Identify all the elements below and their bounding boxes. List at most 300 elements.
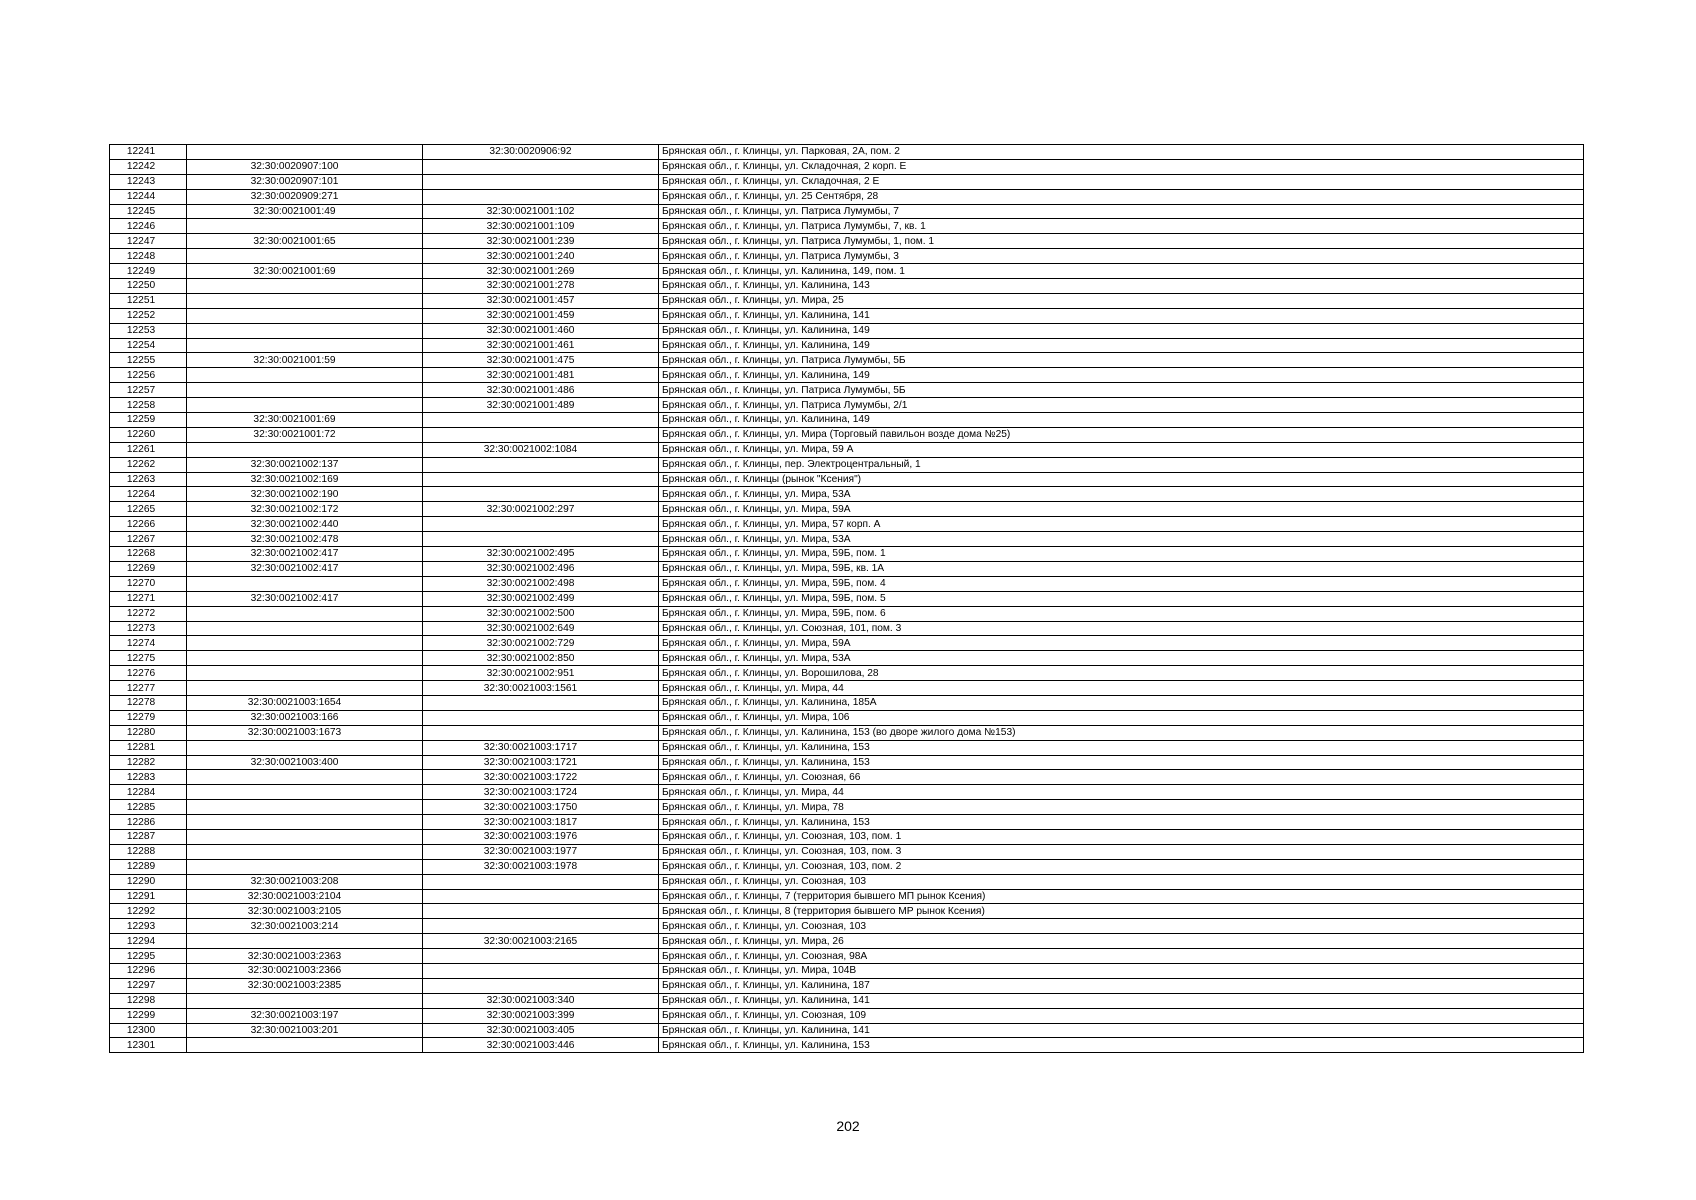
building-cadastral-number-cell: 32:30:0021003:1721 [423, 755, 659, 770]
table-row [110, 681, 1584, 696]
building-cadastral-number-cell: 32:30:0021002:500 [423, 606, 659, 621]
address-cell: Брянская обл., г. Клинцы, ул. Союзная, 66 [659, 770, 1584, 785]
table-row [110, 249, 1584, 264]
cadastral-number-cell: 32:30:0021001:69 [187, 264, 423, 279]
address-cell: Брянская обл., г. Клинцы, ул. 25 Сентября, 28 [659, 189, 1584, 204]
cadastral-number-cell [187, 800, 423, 815]
table-row [110, 547, 1584, 562]
cadastral-number-cell: 32:30:0021001:72 [187, 427, 423, 442]
address-cell: Брянская обл., г. Клинцы, ул. Союзная, 103 [659, 919, 1584, 934]
cadastral-number-cell [187, 383, 423, 398]
table-row [110, 189, 1584, 204]
cadastral-number-cell [187, 636, 423, 651]
row-number-cell: 12268 [110, 547, 187, 562]
address-cell: Брянская обл., г. Клинцы, ул. Калинина, 149 [659, 323, 1584, 338]
row-number-cell: 12249 [110, 264, 187, 279]
address-cell: Брянская обл., г. Клинцы, ул. Калинина, 185А [659, 695, 1584, 710]
table-row [110, 963, 1584, 978]
cadastral-number-cell [187, 368, 423, 383]
address-cell: Брянская обл., г. Клинцы, 8 (территория бывшего МР рынок Ксения) [659, 904, 1584, 919]
cadastral-number-cell: 32:30:0021003:208 [187, 874, 423, 889]
address-cell: Брянская обл., г. Клинцы, ул. Калинина, 149 [659, 338, 1584, 353]
address-cell: Брянская обл., г. Клинцы, ул. Патриса Лумумбы, 7 [659, 204, 1584, 219]
address-cell: Брянская обл., г. Клинцы, ул. Мира, 26 [659, 934, 1584, 949]
building-cadastral-number-cell [423, 725, 659, 740]
table-row [110, 219, 1584, 234]
table-row [110, 651, 1584, 666]
address-cell: Брянская обл., г. Клинцы, ул. Союзная, 109 [659, 1008, 1584, 1023]
address-cell: Брянская обл., г. Клинцы, ул. Мира (Торговый павильон возде дома №25) [659, 427, 1584, 442]
cadastral-number-cell: 32:30:0021003:2385 [187, 978, 423, 993]
cadastral-number-cell [187, 219, 423, 234]
building-cadastral-number-cell [423, 919, 659, 934]
building-cadastral-number-cell: 32:30:0021003:1976 [423, 829, 659, 844]
table-row [110, 636, 1584, 651]
row-number-cell: 12287 [110, 829, 187, 844]
address-cell: Брянская обл., г. Клинцы, ул. Мира, 59Б, пом. 6 [659, 606, 1584, 621]
row-number-cell: 12252 [110, 308, 187, 323]
address-cell: Брянская обл., г. Клинцы, ул. Мира, 53А [659, 532, 1584, 547]
address-cell: Брянская обл., г. Клинцы, ул. Патриса Лумумбы, 7, кв. 1 [659, 219, 1584, 234]
address-cell: Брянская обл., г. Клинцы, ул. Калинина, 141 [659, 308, 1584, 323]
cadastral-number-cell [187, 279, 423, 294]
cadastral-number-cell: 32:30:0020907:100 [187, 159, 423, 174]
building-cadastral-number-cell: 32:30:0021001:278 [423, 279, 659, 294]
address-cell: Брянская обл., г. Клинцы, ул. Союзная, 103, пом. 3 [659, 844, 1584, 859]
building-cadastral-number-cell: 32:30:0021001:457 [423, 293, 659, 308]
cadastral-number-cell [187, 859, 423, 874]
cadastral-number-cell: 32:30:0021002:137 [187, 457, 423, 472]
address-cell: Брянская обл., г. Клинцы, ул. Калинина, 149, пом. 1 [659, 264, 1584, 279]
row-number-cell: 12267 [110, 532, 187, 547]
building-cadastral-number-cell: 32:30:0021002:1084 [423, 442, 659, 457]
table-row [110, 204, 1584, 219]
cadastral-number-cell: 32:30:0021001:69 [187, 413, 423, 428]
row-number-cell: 12260 [110, 427, 187, 442]
cadastral-number-cell: 32:30:0021003:2363 [187, 949, 423, 964]
cadastral-number-cell [187, 621, 423, 636]
table-row [110, 145, 1584, 160]
row-number-cell: 12255 [110, 353, 187, 368]
address-cell: Брянская обл., г. Клинцы, ул. Мира, 59А [659, 636, 1584, 651]
table-row [110, 978, 1584, 993]
row-number-cell: 12263 [110, 472, 187, 487]
row-number-cell: 12258 [110, 398, 187, 413]
building-cadastral-number-cell: 32:30:0021001:489 [423, 398, 659, 413]
table-row [110, 293, 1584, 308]
row-number-cell: 12254 [110, 338, 187, 353]
address-cell: Брянская обл., г. Клинцы, ул. Мира, 59А [659, 502, 1584, 517]
row-number-cell: 12285 [110, 800, 187, 815]
row-number-cell: 12257 [110, 383, 187, 398]
address-cell: Брянская обл., г. Клинцы, ул. Мира, 53А [659, 487, 1584, 502]
table-row [110, 264, 1584, 279]
cadastral-number-cell: 32:30:0021003:1654 [187, 695, 423, 710]
table-row [110, 502, 1584, 517]
table-row [110, 442, 1584, 457]
table-body [110, 145, 1584, 1053]
address-cell: Брянская обл., г. Клинцы, ул. Патриса Лумумбы, 2/1 [659, 398, 1584, 413]
building-cadastral-number-cell: 32:30:0021003:1724 [423, 785, 659, 800]
row-number-cell: 12296 [110, 963, 187, 978]
building-cadastral-number-cell: 32:30:0021002:499 [423, 591, 659, 606]
row-number-cell: 12265 [110, 502, 187, 517]
row-number-cell: 12282 [110, 755, 187, 770]
table-row [110, 279, 1584, 294]
row-number-cell: 12275 [110, 651, 187, 666]
building-cadastral-number-cell [423, 189, 659, 204]
cadastral-number-cell: 32:30:0021003:2104 [187, 889, 423, 904]
row-number-cell: 12259 [110, 413, 187, 428]
row-number-cell: 12262 [110, 457, 187, 472]
row-number-cell: 12272 [110, 606, 187, 621]
building-cadastral-number-cell: 32:30:0021002:649 [423, 621, 659, 636]
table-row [110, 800, 1584, 815]
building-cadastral-number-cell: 32:30:0021003:399 [423, 1008, 659, 1023]
building-cadastral-number-cell: 32:30:0021002:850 [423, 651, 659, 666]
cadastral-number-cell: 32:30:0021002:417 [187, 547, 423, 562]
building-cadastral-number-cell: 32:30:0020906:92 [423, 145, 659, 160]
table-row [110, 323, 1584, 338]
cadastral-number-cell [187, 606, 423, 621]
table-row [110, 1038, 1584, 1053]
table-row [110, 993, 1584, 1008]
building-cadastral-number-cell [423, 457, 659, 472]
cadastral-number-cell [187, 576, 423, 591]
table-row [110, 561, 1584, 576]
cadastral-number-cell [187, 934, 423, 949]
building-cadastral-number-cell: 32:30:0021003:340 [423, 993, 659, 1008]
row-number-cell: 12300 [110, 1023, 187, 1038]
row-number-cell: 12294 [110, 934, 187, 949]
cadastral-number-cell [187, 785, 423, 800]
table-row [110, 576, 1584, 591]
cadastral-number-cell: 32:30:0021002:478 [187, 532, 423, 547]
row-number-cell: 12271 [110, 591, 187, 606]
row-number-cell: 12297 [110, 978, 187, 993]
table-row [110, 517, 1584, 532]
table-row [110, 785, 1584, 800]
cadastral-number-cell: 32:30:0021003:166 [187, 710, 423, 725]
address-cell: Брянская обл., г. Клинцы, ул. Калинина, 149 [659, 368, 1584, 383]
address-cell: Брянская обл., г. Клинцы, ул. Калинина, 187 [659, 978, 1584, 993]
row-number-cell: 12293 [110, 919, 187, 934]
building-cadastral-number-cell [423, 487, 659, 502]
cadastral-number-cell [187, 770, 423, 785]
table-row [110, 829, 1584, 844]
table-row [110, 755, 1584, 770]
building-cadastral-number-cell [423, 413, 659, 428]
building-cadastral-number-cell [423, 532, 659, 547]
address-cell: Брянская обл., г. Клинцы (рынок "Ксения") [659, 472, 1584, 487]
row-number-cell: 12244 [110, 189, 187, 204]
address-cell: Брянская обл., г. Клинцы, ул. Ворошилова, 28 [659, 666, 1584, 681]
cadastral-number-cell [187, 666, 423, 681]
table-row [110, 413, 1584, 428]
row-number-cell: 12278 [110, 695, 187, 710]
building-cadastral-number-cell [423, 159, 659, 174]
building-cadastral-number-cell: 32:30:0021002:495 [423, 547, 659, 562]
cadastral-number-cell [187, 993, 423, 1008]
table-row [110, 368, 1584, 383]
row-number-cell: 12295 [110, 949, 187, 964]
row-number-cell: 12264 [110, 487, 187, 502]
cadastral-number-cell: 32:30:0021002:417 [187, 591, 423, 606]
address-cell: Брянская обл., г. Клинцы, ул. Складочная, 2 корп. Е [659, 159, 1584, 174]
address-cell: Брянская обл., г. Клинцы, ул. Мира, 59Б, пом. 5 [659, 591, 1584, 606]
address-cell: Брянская обл., г. Клинцы, ул. Союзная, 98А [659, 949, 1584, 964]
table-row [110, 338, 1584, 353]
cadastral-number-cell [187, 308, 423, 323]
building-cadastral-number-cell: 32:30:0021003:446 [423, 1038, 659, 1053]
table-row [110, 591, 1584, 606]
cadastral-number-cell: 32:30:0021003:1673 [187, 725, 423, 740]
table-row [110, 949, 1584, 964]
row-number-cell: 12301 [110, 1038, 187, 1053]
table-row [110, 383, 1584, 398]
cadastral-number-cell [187, 398, 423, 413]
table-row [110, 472, 1584, 487]
address-cell: Брянская обл., г. Клинцы, ул. Мира, 53А [659, 651, 1584, 666]
row-number-cell: 12279 [110, 710, 187, 725]
address-cell: Брянская обл., г. Клинцы, ул. Калинина, 143 [659, 279, 1584, 294]
address-cell: Брянская обл., г. Клинцы, ул. Патриса Лумумбы, 3 [659, 249, 1584, 264]
building-cadastral-number-cell [423, 978, 659, 993]
table-row [110, 859, 1584, 874]
cadastral-number-cell [187, 829, 423, 844]
row-number-cell: 12269 [110, 561, 187, 576]
building-cadastral-number-cell: 32:30:0021003:1717 [423, 740, 659, 755]
cadastral-number-cell: 32:30:0021003:2366 [187, 963, 423, 978]
address-cell: Брянская обл., г. Клинцы, ул. Мира, 59 А [659, 442, 1584, 457]
address-cell: Брянская обл., г. Клинцы, ул. Парковая, 2А, пом. 2 [659, 145, 1584, 160]
cadastral-number-cell [187, 740, 423, 755]
page-number: 202 [836, 1118, 860, 1134]
address-cell: Брянская обл., г. Клинцы, пер. Электроцентральный, 1 [659, 457, 1584, 472]
address-cell: Брянская обл., г. Клинцы, ул. Калинина, 153 (во дворе жилого дома №153) [659, 725, 1584, 740]
row-number-cell: 12247 [110, 234, 187, 249]
table-row [110, 904, 1584, 919]
address-cell: Брянская обл., г. Клинцы, ул. Союзная, 103, пом. 2 [659, 859, 1584, 874]
row-number-cell: 12253 [110, 323, 187, 338]
address-cell: Брянская обл., г. Клинцы, ул. Мира, 44 [659, 681, 1584, 696]
cadastral-number-cell: 32:30:0021003:2105 [187, 904, 423, 919]
table-row [110, 815, 1584, 830]
table-row [110, 487, 1584, 502]
table-row [110, 308, 1584, 323]
table-row [110, 621, 1584, 636]
row-number-cell: 12270 [110, 576, 187, 591]
building-cadastral-number-cell [423, 472, 659, 487]
building-cadastral-number-cell: 32:30:0021003:2165 [423, 934, 659, 949]
address-cell: Брянская обл., г. Клинцы, ул. Мира, 59Б, пом. 1 [659, 547, 1584, 562]
cadastral-number-cell [187, 145, 423, 160]
row-number-cell: 12243 [110, 174, 187, 189]
address-cell: Брянская обл., г. Клинцы, ул. Калинина, 141 [659, 993, 1584, 1008]
table-row [110, 353, 1584, 368]
cadastral-number-cell [187, 1038, 423, 1053]
table-row [110, 844, 1584, 859]
cadastral-number-cell [187, 323, 423, 338]
address-cell: Брянская обл., г. Клинцы, ул. Мира, 59Б, пом. 4 [659, 576, 1584, 591]
building-cadastral-number-cell: 32:30:0021003:405 [423, 1023, 659, 1038]
address-cell: Брянская обл., г. Клинцы, ул. Союзная, 103 [659, 874, 1584, 889]
cadastral-number-cell: 32:30:0021002:172 [187, 502, 423, 517]
cadastral-number-cell [187, 681, 423, 696]
address-cell: Брянская обл., г. Клинцы, ул. Мира, 57 корп. А [659, 517, 1584, 532]
row-number-cell: 12256 [110, 368, 187, 383]
building-cadastral-number-cell: 32:30:0021001:239 [423, 234, 659, 249]
building-cadastral-number-cell: 32:30:0021001:461 [423, 338, 659, 353]
cadastral-number-cell: 32:30:0021003:197 [187, 1008, 423, 1023]
building-cadastral-number-cell: 32:30:0021003:1977 [423, 844, 659, 859]
address-cell: Брянская обл., г. Клинцы, ул. Союзная, 103, пом. 1 [659, 829, 1584, 844]
address-cell: Брянская обл., г. Клинцы, ул. Калинина, 153 [659, 1038, 1584, 1053]
row-number-cell: 12299 [110, 1008, 187, 1023]
building-cadastral-number-cell: 32:30:0021001:486 [423, 383, 659, 398]
row-number-cell: 12242 [110, 159, 187, 174]
building-cadastral-number-cell: 32:30:0021003:1750 [423, 800, 659, 815]
row-number-cell: 12251 [110, 293, 187, 308]
address-cell: Брянская обл., г. Клинцы, ул. Мира, 59Б, кв. 1А [659, 561, 1584, 576]
cadastral-number-cell [187, 338, 423, 353]
row-number-cell: 12280 [110, 725, 187, 740]
address-cell: Брянская обл., г. Клинцы, ул. Союзная, 101, пом. 3 [659, 621, 1584, 636]
cadastral-number-cell [187, 293, 423, 308]
building-cadastral-number-cell [423, 963, 659, 978]
cadastral-number-cell: 32:30:0021002:440 [187, 517, 423, 532]
address-cell: Брянская обл., г. Клинцы, ул. Мира, 44 [659, 785, 1584, 800]
cadastral-number-cell [187, 815, 423, 830]
row-number-cell: 12291 [110, 889, 187, 904]
table-row [110, 532, 1584, 547]
row-number-cell: 12288 [110, 844, 187, 859]
building-cadastral-number-cell: 32:30:0021001:269 [423, 264, 659, 279]
row-number-cell: 12248 [110, 249, 187, 264]
table-row [110, 1008, 1584, 1023]
building-cadastral-number-cell [423, 889, 659, 904]
address-cell: Брянская обл., г. Клинцы, ул. Мира, 78 [659, 800, 1584, 815]
cadastral-number-cell [187, 249, 423, 264]
address-cell: Брянская обл., г. Клинцы, ул. Калинина, 153 [659, 755, 1584, 770]
cadastral-number-cell: 32:30:0021003:201 [187, 1023, 423, 1038]
building-cadastral-number-cell: 32:30:0021001:109 [423, 219, 659, 234]
cadastral-number-cell: 32:30:0021001:65 [187, 234, 423, 249]
row-number-cell: 12273 [110, 621, 187, 636]
building-cadastral-number-cell: 32:30:0021001:460 [423, 323, 659, 338]
building-cadastral-number-cell [423, 874, 659, 889]
row-number-cell: 12241 [110, 145, 187, 160]
table-row [110, 889, 1584, 904]
row-number-cell: 12250 [110, 279, 187, 294]
row-number-cell: 12261 [110, 442, 187, 457]
row-number-cell: 12290 [110, 874, 187, 889]
address-cell: Брянская обл., г. Клинцы, 7 (территория бывшего МП рынок Ксения) [659, 889, 1584, 904]
row-number-cell: 12246 [110, 219, 187, 234]
building-cadastral-number-cell: 32:30:0021003:1561 [423, 681, 659, 696]
table-row [110, 934, 1584, 949]
row-number-cell: 12284 [110, 785, 187, 800]
building-cadastral-number-cell: 32:30:0021002:498 [423, 576, 659, 591]
address-cell: Брянская обл., г. Клинцы, ул. Патриса Лумумбы, 5Б [659, 383, 1584, 398]
cadastral-number-cell: 32:30:0020907:101 [187, 174, 423, 189]
cadastral-number-cell: 32:30:0020909:271 [187, 189, 423, 204]
building-cadastral-number-cell: 32:30:0021001:240 [423, 249, 659, 264]
address-cell: Брянская обл., г. Клинцы, ул. Калинина, 153 [659, 740, 1584, 755]
building-cadastral-number-cell [423, 695, 659, 710]
building-cadastral-number-cell [423, 949, 659, 964]
address-cell: Брянская обл., г. Клинцы, ул. Патриса Лумумбы, 1, пом. 1 [659, 234, 1584, 249]
row-number-cell: 12292 [110, 904, 187, 919]
building-cadastral-number-cell: 32:30:0021001:481 [423, 368, 659, 383]
row-number-cell: 12245 [110, 204, 187, 219]
cadastral-number-cell: 32:30:0021002:190 [187, 487, 423, 502]
table-row [110, 740, 1584, 755]
cadastral-number-cell: 32:30:0021003:214 [187, 919, 423, 934]
table-row [110, 1023, 1584, 1038]
table-row [110, 234, 1584, 249]
cadastral-number-cell: 32:30:0021001:59 [187, 353, 423, 368]
building-cadastral-number-cell [423, 904, 659, 919]
address-cell: Брянская обл., г. Клинцы, ул. Патриса Лумумбы, 5Б [659, 353, 1584, 368]
building-cadastral-number-cell: 32:30:0021003:1722 [423, 770, 659, 785]
cadastral-number-cell [187, 844, 423, 859]
table-row [110, 606, 1584, 621]
row-number-cell: 12283 [110, 770, 187, 785]
cadastral-number-cell [187, 651, 423, 666]
address-cell: Брянская обл., г. Клинцы, ул. Мира, 106 [659, 710, 1584, 725]
building-cadastral-number-cell: 32:30:0021001:459 [423, 308, 659, 323]
address-cell: Брянская обл., г. Клинцы, ул. Мира, 25 [659, 293, 1584, 308]
building-cadastral-number-cell: 32:30:0021002:729 [423, 636, 659, 651]
building-cadastral-number-cell: 32:30:0021002:496 [423, 561, 659, 576]
table-row [110, 666, 1584, 681]
building-cadastral-number-cell [423, 710, 659, 725]
row-number-cell: 12298 [110, 993, 187, 1008]
address-cell: Брянская обл., г. Клинцы, ул. Калинина, 141 [659, 1023, 1584, 1038]
table-row [110, 398, 1584, 413]
table-row [110, 457, 1584, 472]
row-number-cell: 12276 [110, 666, 187, 681]
row-number-cell: 12289 [110, 859, 187, 874]
table-row [110, 770, 1584, 785]
building-cadastral-number-cell [423, 517, 659, 532]
row-number-cell: 12286 [110, 815, 187, 830]
row-number-cell: 12274 [110, 636, 187, 651]
row-number-cell: 12266 [110, 517, 187, 532]
table-row [110, 874, 1584, 889]
cadastral-number-cell [187, 442, 423, 457]
row-number-cell: 12281 [110, 740, 187, 755]
address-cell: Брянская обл., г. Клинцы, ул. Калинина, 153 [659, 815, 1584, 830]
table-row [110, 919, 1584, 934]
cadastral-number-cell: 32:30:0021002:169 [187, 472, 423, 487]
building-cadastral-number-cell: 32:30:0021002:951 [423, 666, 659, 681]
building-cadastral-number-cell: 32:30:0021003:1817 [423, 815, 659, 830]
building-cadastral-number-cell [423, 427, 659, 442]
building-cadastral-number-cell: 32:30:0021002:297 [423, 502, 659, 517]
table-row [110, 159, 1584, 174]
cadastral-number-cell: 32:30:0021003:400 [187, 755, 423, 770]
table-row [110, 695, 1584, 710]
row-number-cell: 12277 [110, 681, 187, 696]
building-cadastral-number-cell: 32:30:0021001:102 [423, 204, 659, 219]
building-cadastral-number-cell: 32:30:0021003:1978 [423, 859, 659, 874]
table-row [110, 174, 1584, 189]
property-table [109, 144, 1584, 1053]
cadastral-number-cell: 32:30:0021002:417 [187, 561, 423, 576]
table-row [110, 427, 1584, 442]
